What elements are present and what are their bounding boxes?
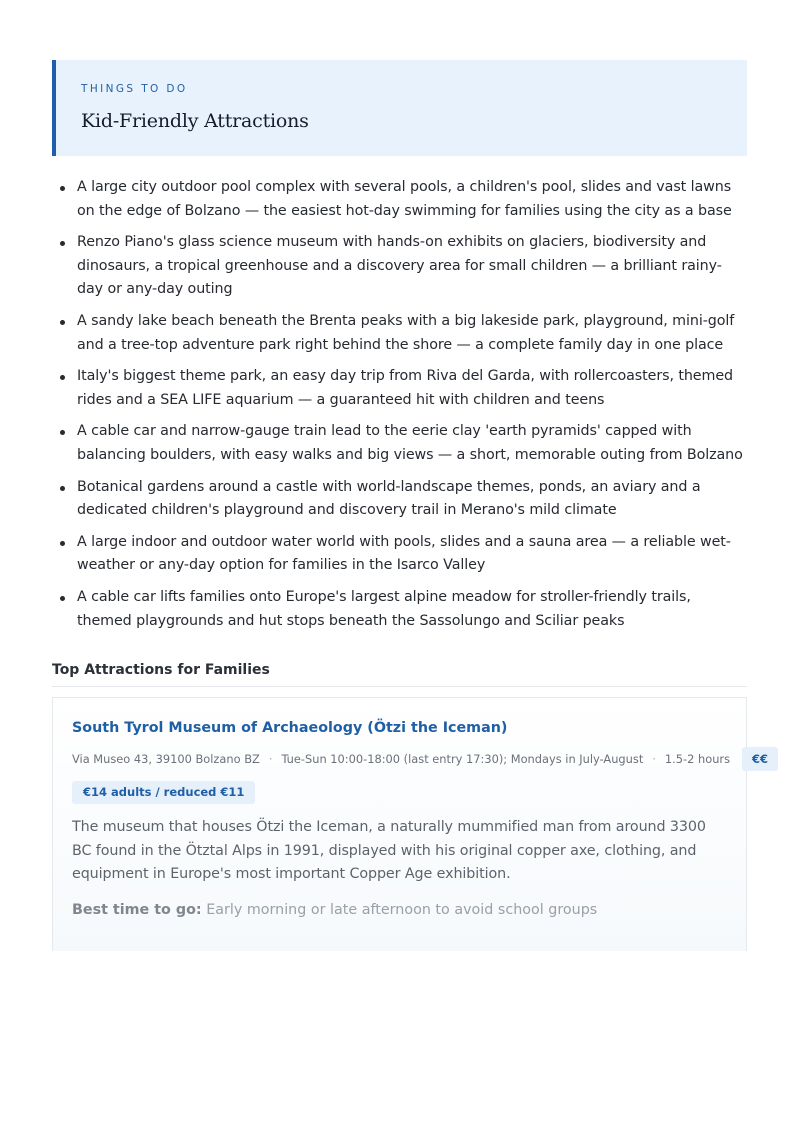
attraction-duration: 1.5-2 hours <box>664 752 731 767</box>
list-item-text: A cable car lifts families onto Europe's largest alpine meadow for stroller-friendly trails, themed playgrounds and hut stops beneath the Sassolungo and Sciliar peaks <box>77 588 691 629</box>
price-level-badge: €€ <box>742 747 778 771</box>
page-content <box>52 60 769 951</box>
meta-separator: · <box>652 752 656 767</box>
meta-separator: · <box>268 752 273 767</box>
attraction-description: The museum that houses Ötzi the Iceman, a naturally mummified man from around 3300 BC found in the Ötztal Alps in 1991, displayed with his original copper axe, clothing, and equipment in Europe's most important Copper Age exhibition. <box>72 819 706 883</box>
list-item-text: A sandy lake beach beneath the Brenta peaks with a big lakeside park, playground, mini-golf and a tree-top adventure park right behind the shore — a complete family day in one place <box>77 312 735 353</box>
list-item-text: A large indoor and outdoor water world with pools, slides and a sauna area — a reliable wet-weather or any-day option for families in the Isarco Valley <box>77 533 731 574</box>
best-time-label: Best time to go: <box>72 901 202 918</box>
bullet-dot-icon <box>60 430 65 435</box>
list-item-text: A large city outdoor pool complex with several pools, a children's pool, slides and vast lawns on the edge of Bolzano — the easiest hot-day swimming for families using the city as a base <box>77 179 732 219</box>
list-item <box>52 310 747 357</box>
section-title: Top Attractions for Families <box>52 661 747 687</box>
attraction-list <box>52 176 747 633</box>
list-item <box>52 231 747 302</box>
list-item-text: Botanical gardens around a castle with world-landscape themes, ponds, an aviary and a dedicated children's playground and discovery trail in Merano's mild climate <box>77 478 701 519</box>
eyebrow-label: THINGS TO DO <box>81 83 188 95</box>
bullet-dot-icon <box>60 375 65 380</box>
list-item-text: Italy's biggest theme park, an easy day trip from Riva del Garda, with rollercoasters, themed rides and a SEA LIFE aquarium — a guaranteed hit with children and teens <box>77 368 733 408</box>
attraction-name[interactable]: South Tyrol Museum of Archaeology (Ötzi the Iceman) <box>72 720 508 737</box>
list-item <box>52 176 747 223</box>
attraction-address: Via Museo 43, 39100 Bolzano BZ <box>72 752 260 767</box>
list-item <box>52 586 747 633</box>
attraction-card <box>52 697 769 951</box>
attraction-meta <box>72 747 769 771</box>
bullet-dot-icon <box>60 241 65 246</box>
admission-fee-badge: €14 adults / reduced €11 <box>72 781 255 804</box>
bullet-dot-icon <box>60 186 65 191</box>
page-title: Kid-Friendly Attractions <box>81 110 309 132</box>
list-item <box>52 365 747 412</box>
best-time <box>72 899 727 922</box>
list-item <box>52 420 747 467</box>
bullet-dot-icon <box>60 541 65 546</box>
list-item <box>52 531 747 578</box>
list-item-text: Renzo Piano's glass science museum with hands-on exhibits on glaciers, biodiversity and dinosaurs, a tropical greenhouse and a discovery area for small children — a brilliant rainy-day or any-day outing <box>77 234 722 298</box>
list-item <box>52 476 747 523</box>
attraction-hours: Tue-Sun 10:00-18:00 (last entry 17:30); Mondays in July-August <box>281 752 644 767</box>
bullet-dot-icon <box>60 596 65 601</box>
bullet-dot-icon <box>60 486 65 491</box>
list-item-text: A cable car and narrow-gauge train lead to the eerie clay 'earth pyramids' capped with balancing boulders, with easy walks and big views — a short, memorable outing from Bolzano <box>77 423 743 463</box>
section-header <box>52 60 747 156</box>
best-time-value: Early morning or late afternoon to avoid school groups <box>206 901 598 918</box>
bullet-dot-icon <box>60 320 65 325</box>
